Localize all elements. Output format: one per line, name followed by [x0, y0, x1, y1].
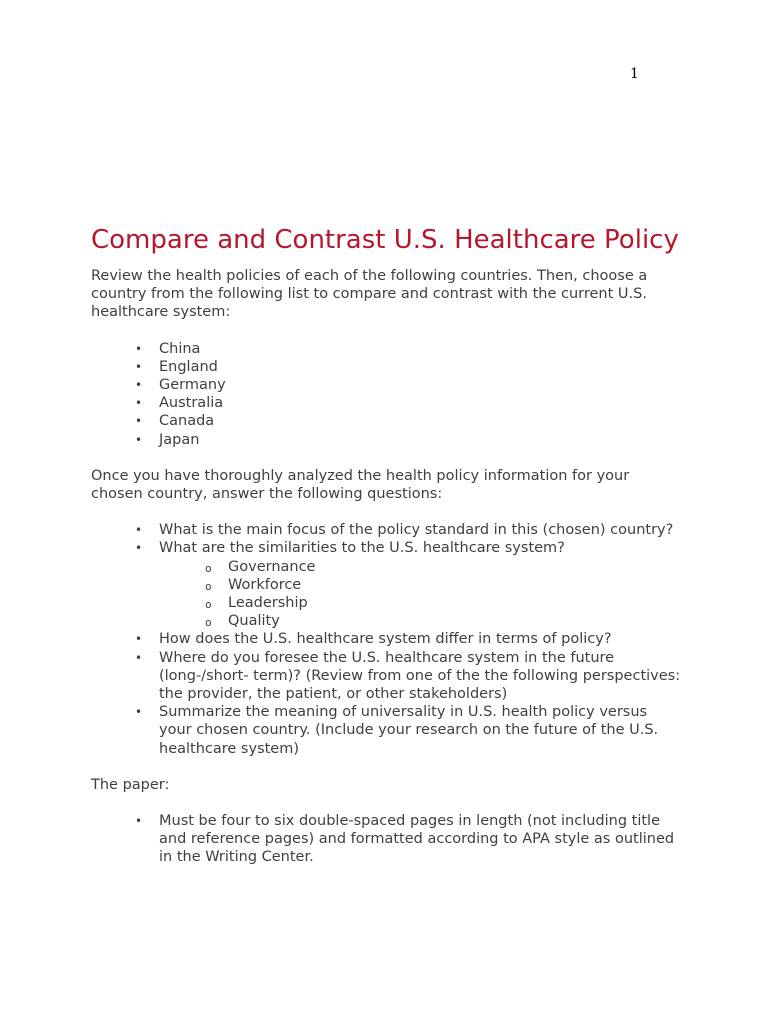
- sub-list-item: o Leadership: [159, 594, 681, 612]
- sub-list-item: o Quality: [159, 612, 681, 630]
- bullet-icon: •: [135, 650, 143, 665]
- instructions-paragraph: Once you have thoroughly analyzed the health policy information for your chosen country, answer the following questions:: [91, 467, 630, 503]
- country-list: [91, 340, 681, 449]
- list-item: • Germany: [135, 377, 226, 394]
- bullet-icon: •: [135, 359, 143, 374]
- bullet-icon: •: [135, 378, 143, 393]
- question-list: [91, 521, 681, 758]
- paper-requirements-list: [91, 812, 681, 867]
- bullet-icon: •: [135, 432, 143, 447]
- bullet-icon: •: [135, 541, 143, 556]
- list-item: • Japan: [135, 431, 200, 448]
- list-item: • Summarize the meaning of universality in U.S. health policy versus your chosen country. (Include your research on the future of the U.S. healthcare system): [135, 704, 659, 757]
- bullet-icon: •: [135, 414, 143, 429]
- sub-list-item: o Governance: [159, 558, 681, 576]
- list-item: • Canada: [135, 413, 215, 430]
- document-title: Compare and Contrast U.S. Healthcare Policy: [91, 225, 679, 255]
- list-item: • Where do you foresee the U.S. healthcare system in the future (long-/short- term)? (Review from one of the the following perspectives: the provider, the patient, or other stakeholders): [135, 649, 681, 703]
- bullet-icon: •: [135, 396, 143, 411]
- sub-bullet-icon: o: [205, 579, 212, 593]
- list-item: • What are the similarities to the U.S. healthcare system? o Governance o Workforce o Leadership o Quality: [91, 539, 681, 630]
- bullet-icon: •: [135, 705, 143, 720]
- list-item: • What is the main focus of the policy standard in this (chosen) country?: [135, 522, 674, 539]
- list-item: • Australia: [135, 395, 224, 412]
- sub-bullet-icon: o: [205, 598, 212, 612]
- list-item: • How does the U.S. healthcare system differ in terms of policy?: [135, 631, 612, 648]
- list-item: • England: [135, 358, 218, 375]
- list-item: • Must be four to six double-spaced pages in length (not including title and reference pages) and formatted according to APA style as outlined in the Writing Center.: [135, 813, 675, 866]
- bullet-icon: •: [135, 632, 143, 647]
- page-number: 1: [630, 66, 639, 82]
- bullet-icon: •: [135, 523, 143, 538]
- sub-bullet-icon: o: [205, 561, 212, 575]
- list-item: • China: [135, 340, 201, 357]
- intro-paragraph: Review the health policies of each of the following countries. Then, choose a country from the following list to compare and contrast with the current U.S. healthcare system:: [91, 268, 648, 321]
- bullet-icon: •: [135, 814, 143, 829]
- document-body: [91, 224, 681, 885]
- bullet-icon: •: [135, 341, 143, 356]
- similarities-sublist: [159, 558, 681, 631]
- paper-heading: The paper:: [91, 776, 170, 793]
- sub-bullet-icon: o: [205, 616, 212, 630]
- sub-list-item: o Workforce: [159, 576, 681, 594]
